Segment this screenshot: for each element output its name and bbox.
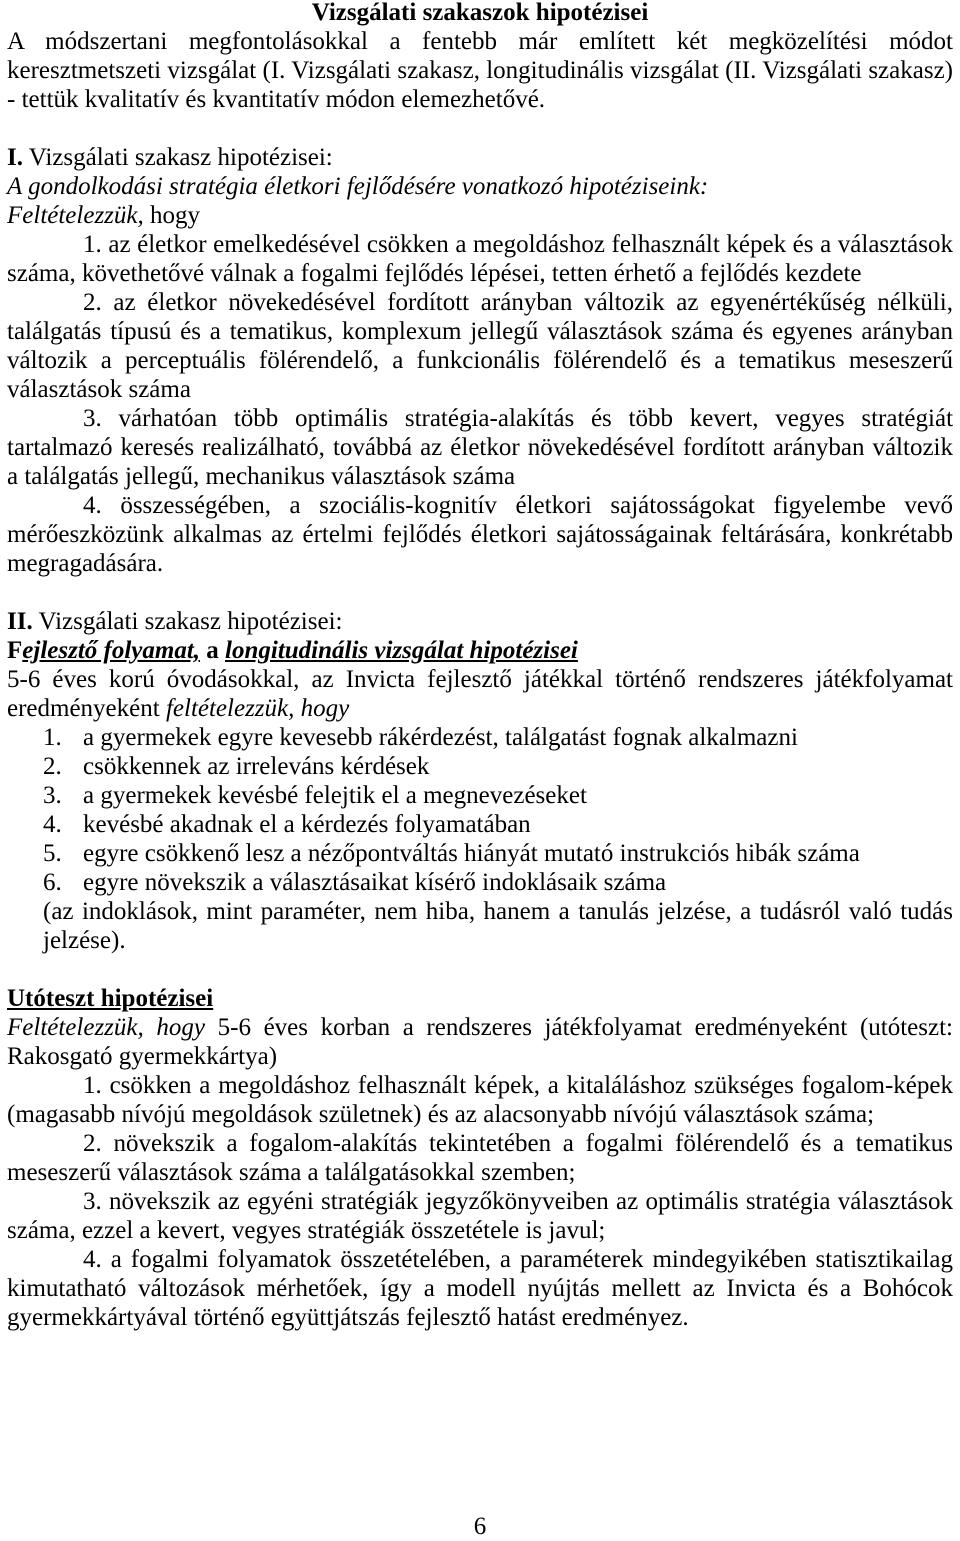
list-item-text: az életkor emelkedésével csökken a megoldáshoz felhasznált képek és a választások száma, követhetővé válnak a fogalmi fejlődés lépései, tetten érhető a fejlődés kezdete xyxy=(7,231,954,287)
list-item xyxy=(7,404,953,491)
section-1-subheading: A gondolkodási stratégia életkori fejlődésére vonatkozó hipotéziseink: xyxy=(7,173,709,200)
section-2-subheading-part: longitudinális vizsgálat hipotézisei xyxy=(225,637,578,664)
list-item xyxy=(7,491,953,578)
posttest-heading: Utóteszt hipotézisei xyxy=(7,985,214,1012)
posttest-section xyxy=(7,984,953,1332)
list-item xyxy=(43,868,953,897)
list-item-text: összességében, a szociális-kognitív életkori sajátosságokat figyelembe vevő mérőeszközünk alkalmas az értelmi fejlődés életkori sajátosságainak feltárására, konkrétabb megragadására. xyxy=(7,492,953,577)
list-item xyxy=(7,288,953,404)
list-item-text: a gyermekek egyre kevesebb rákérdezést, találgatást fognak alkalmazni xyxy=(83,724,798,751)
section-2-subheading-initial: F xyxy=(7,637,23,664)
posttest-lead xyxy=(7,1013,953,1071)
list-item-text: kevésbé akadnak el a kérdezés folyamatában xyxy=(83,811,531,838)
list-item-text: várhatóan több optimális stratégia-alakítás és több kevert, vegyes stratégiát tartalmazó keresés realizálható, továbbá az életkor növekedésével fordított arányban változik a találgatás jellegű, mechanikus választások száma xyxy=(7,405,954,490)
section-1-lead-italic: Feltételezzük, xyxy=(7,202,144,229)
posttest-lead-rest: 5-6 éves korban a rendszeres játékfolyamat eredményeként (utóteszt: Rakosgató gyermekkártya) xyxy=(7,1014,953,1070)
list-item-number: 2. xyxy=(43,753,62,780)
section-1-heading-text: Vizsgálati szakasz hipotézisei: xyxy=(28,144,333,171)
page-title: Vizsgálati szakaszok hipotézisei xyxy=(311,0,649,26)
section-1-lead xyxy=(7,201,953,230)
section-2-number: II. xyxy=(7,608,33,635)
list-item-text: csökken a megoldáshoz felhasznált képek, a kitaláláshoz szükséges fogalom-képek (magasabb nívójú megoldások születnek) és az alacsonyabb nívójú választások száma; xyxy=(7,1072,953,1128)
section-2-subheading-part: a xyxy=(200,637,226,664)
section-2-heading-text: Vizsgálati szakasz hipotézisei: xyxy=(38,608,343,635)
list-item xyxy=(7,1245,953,1332)
section-2-subheading xyxy=(7,636,953,665)
list-item-number: 3. xyxy=(83,1188,102,1215)
list-item-number: 3. xyxy=(83,405,102,432)
list-item-number: 1. xyxy=(83,1072,102,1099)
list-item xyxy=(43,752,953,781)
section-2-subheading-part: ejlesztő folyamat, xyxy=(22,637,201,664)
list-item-number: 2. xyxy=(83,1130,102,1157)
page-number: 6 xyxy=(473,1513,487,1540)
list-item-text: csökkennek az irreleváns kérdések xyxy=(83,753,430,780)
list-item xyxy=(7,1187,953,1245)
list-item-text: egyre csökkenő lesz a nézőpontváltás hiányát mutató instrukciós hibák száma xyxy=(83,840,860,867)
section-1 xyxy=(7,143,953,578)
list-item-text: a fogalmi folyamatok összetételében, a paraméterek mindegyikében statisztikailag kimutatható változások mérhetőek, így a modell nyújtás mellett az Invicta és a Bohócok gyermekkártyával történő együttjátszás fejlesztő hatást eredményez. xyxy=(7,1246,953,1331)
list-item xyxy=(43,781,953,810)
section-2-lead-italic: feltételezzük, hogy xyxy=(165,695,350,722)
list-item-text: egyre növekszik a választásaikat kísérő indoklásaik száma xyxy=(83,869,667,896)
list-item-number: 3. xyxy=(43,782,62,809)
section-2-note: (az indoklások, mint paraméter, nem hiba, hanem a tanulás jelzése, a tudásról való tudás jelzése). xyxy=(43,898,953,954)
list-item xyxy=(7,230,953,288)
list-item-number: 1. xyxy=(83,231,102,258)
section-1-heading xyxy=(7,143,953,172)
list-item xyxy=(43,839,953,868)
list-item-text: növekszik a fogalom-alakítás tekintetében a fogalmi fölérendelő és a tematikus meseszerű választások száma a találgatásokkal szemben; xyxy=(7,1130,954,1186)
list-item-text: a gyermekek kevésbé felejtik el a megnevezéseket xyxy=(83,782,587,809)
list-item-number: 1. xyxy=(43,724,62,751)
posttest-lead-italic: Feltételezzük, hogy xyxy=(7,1014,205,1041)
list-item xyxy=(43,810,953,839)
list-item xyxy=(43,723,953,752)
list-item-text: növekszik az egyéni stratégiák jegyzőkönyveiben az optimális stratégia választások száma, ezzel a kevert, vegyes stratégiák összetétele is javul; xyxy=(7,1188,953,1244)
list-item-number: 2. xyxy=(83,289,102,316)
section-2 xyxy=(7,607,953,955)
document-page xyxy=(7,0,953,1332)
list-item-number: 4. xyxy=(43,811,62,838)
list-item xyxy=(7,1071,953,1129)
list-item xyxy=(7,1129,953,1187)
section-2-heading xyxy=(7,607,953,636)
list-item-number: 5. xyxy=(43,840,62,867)
list-item-text: az életkor növekedésével fordított arányban változik az egyenértékűség nélküli, találgatás típusú és a tematikus, komplexum jellegű választások száma és egyenes arányban változik a perceptuális fölérendelő, a funkcionális fölérendelő és a tematikus meseszerű választások száma xyxy=(7,289,953,403)
list-item-number: 4. xyxy=(83,1246,102,1273)
section-1-lead-rest: hogy xyxy=(150,202,200,229)
intro-paragraph: A módszertani megfontolásokkal a fentebb már említett két megközelítési módot keresztmetszeti vizsgálat (I. Vizsgálati szakasz, longitudinális vizsgálat (II. Vizsgálati szakasz) - tettük kvalitatív és kvantitatív módon elemezhetővé. xyxy=(7,28,953,113)
section-2-lead-text: 5-6 éves korú óvodásokkal, az Invicta fejlesztő játékkal történő rendszeres játékfolyamat eredményeként xyxy=(7,666,953,722)
list-item-number: 6. xyxy=(43,869,62,896)
section-2-lead xyxy=(7,665,953,723)
list-item-number: 4. xyxy=(83,492,102,519)
section-1-number: I. xyxy=(7,144,23,171)
